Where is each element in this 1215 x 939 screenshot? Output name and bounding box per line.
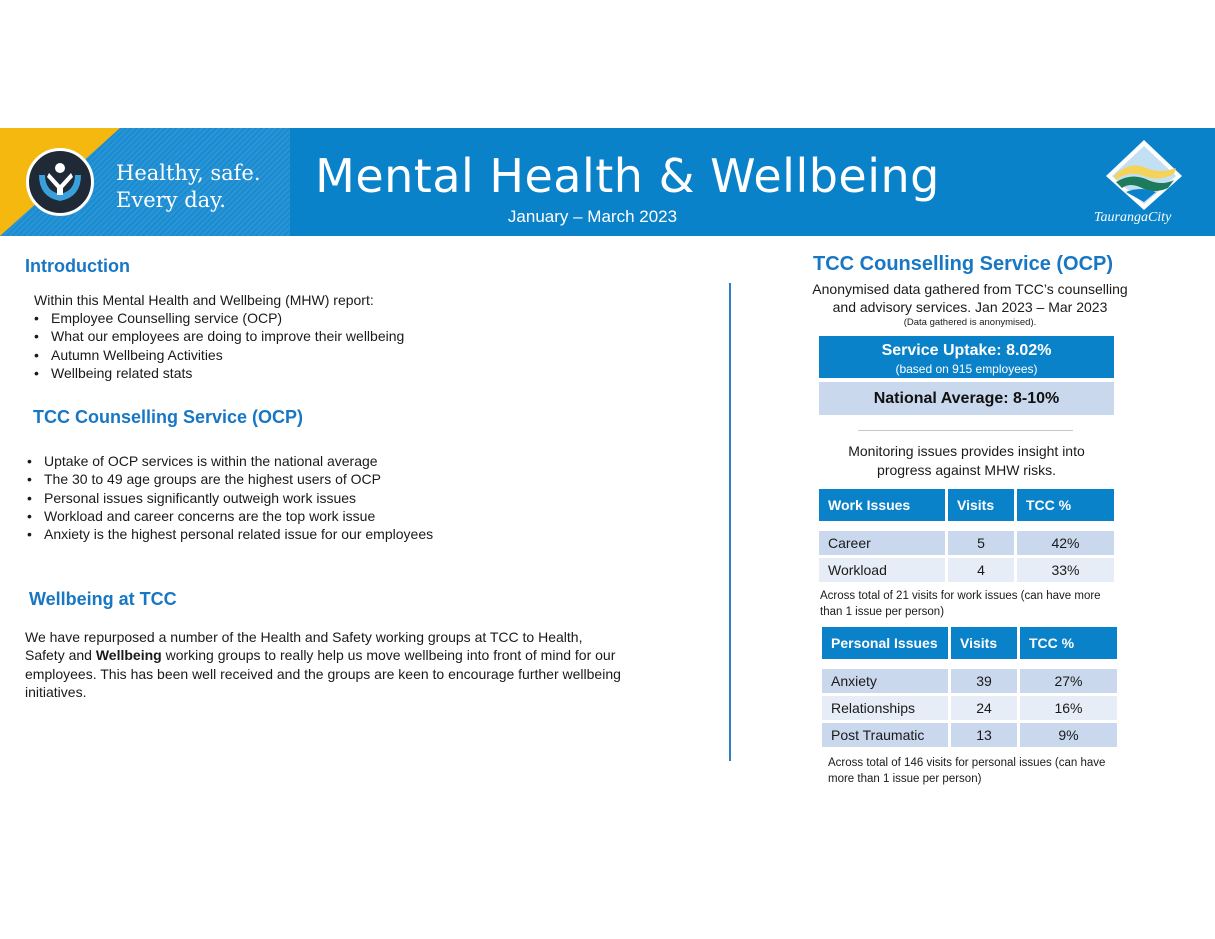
tagline: [116, 160, 261, 214]
table-cell: 24: [951, 696, 1017, 720]
list-item: • Autumn Wellbeing Activities: [34, 346, 404, 364]
personal-note: Across total of 146 visits for personal issues (can have more than 1 issue per person): [828, 757, 1106, 785]
ocp-description: [790, 280, 1150, 329]
list-item: • Workload and career concerns are the top work issue: [27, 507, 433, 525]
table-cell: 39: [951, 669, 1017, 693]
list-item: • Employee Counselling service (OCP): [34, 309, 404, 327]
desc-note: (Data gathered is anonymised).: [903, 317, 1037, 328]
desc-line-2: and advisory services. Jan 2023 – Mar 2023: [832, 299, 1108, 315]
separator: [858, 430, 1073, 431]
intro-heading: Introduction: [25, 256, 130, 276]
wellbeing-bold: Wellbeing: [95, 647, 162, 664]
table-cell: 5: [948, 531, 1014, 555]
ocp-heading-right: TCC Counselling Service (OCP): [813, 253, 1114, 275]
uptake-sub: (based on 915 employees): [895, 362, 1038, 376]
list-item: • Personal issues significantly outweigh work issues: [27, 489, 433, 507]
list-item: • Anxiety is the highest personal related issue for our employees: [27, 525, 433, 543]
table-row: [822, 696, 1117, 720]
national-average-box: National Average: 8-10%: [819, 382, 1114, 415]
work-issues-table: [816, 486, 1117, 585]
page-subtitle: January – March 2023: [507, 207, 678, 226]
header-banner: [0, 128, 1215, 236]
ocp-list: [27, 452, 433, 543]
intro-list: [34, 309, 404, 382]
table-row: [819, 558, 1114, 582]
wellbeing-text-1: We have repurposed a number of the Health and Safety working groups at TCC to Health, Safety and: [25, 629, 583, 664]
monitor-line-2: progress against MHW risks.: [877, 461, 1056, 478]
table-cell: Career: [819, 531, 945, 555]
table-row: [819, 531, 1114, 555]
table-header-row: [819, 489, 1114, 521]
intro-lead: Within this Mental Health and Wellbeing (MHW) report:: [34, 292, 374, 308]
table-cell: Post Traumatic: [822, 723, 948, 747]
table-cell: 16%: [1020, 696, 1117, 720]
tauranga-city-logo-icon: [1096, 138, 1192, 215]
table-cell: Relationships: [822, 696, 948, 720]
list-item: • What our employees are doing to improve their wellbeing: [34, 327, 404, 345]
table-row: [822, 723, 1117, 747]
table-cell: 9%: [1020, 723, 1117, 747]
table-cell: 13: [951, 723, 1017, 747]
list-item: • The 30 to 49 age groups are the highest users of OCP: [27, 470, 433, 488]
col-header: Personal Issues: [822, 627, 948, 659]
healthy-safe-logo-icon: [26, 148, 94, 216]
desc-line-1: Anonymised data gathered from TCC’s counselling: [812, 281, 1128, 297]
monitor-line-1: Monitoring issues provides insight into: [848, 443, 1085, 459]
column-divider: [729, 283, 731, 761]
tagline-line-2: Every day.: [116, 188, 226, 212]
col-header: Work Issues: [819, 489, 945, 521]
tagline-line-1: Healthy, safe.: [116, 161, 261, 185]
wellbeing-text-2: working groups to really help us move wellbeing into front of mind for our employees. This has been well received and the groups are keen to encourage further wellbeing initiatives.: [25, 647, 621, 700]
col-header: TCC %: [1020, 627, 1117, 659]
table-cell: 42%: [1017, 531, 1114, 555]
wellbeing-heading: Wellbeing at TCC: [29, 589, 177, 609]
table-cell: Anxiety: [822, 669, 948, 693]
ocp-heading-left: TCC Counselling Service (OCP): [33, 407, 304, 427]
city-name: TaurangaCity: [1094, 210, 1172, 225]
table-cell: 4: [948, 558, 1014, 582]
table-cell: Workload: [819, 558, 945, 582]
table-cell: 33%: [1017, 558, 1114, 582]
col-header: Visits: [948, 489, 1014, 521]
table-row: [822, 669, 1117, 693]
list-item: • Wellbeing related stats: [34, 364, 404, 382]
service-uptake-box: [819, 336, 1114, 378]
uptake-label: Service Uptake: 8.02%: [881, 342, 1052, 359]
page-title: Mental Health & Wellbeing: [315, 149, 940, 203]
col-header: TCC %: [1017, 489, 1114, 521]
personal-issues-table: [819, 624, 1120, 750]
monitoring-text: [800, 442, 1133, 479]
table-cell: 27%: [1020, 669, 1117, 693]
col-header: Visits: [951, 627, 1017, 659]
table-header-row: [822, 627, 1117, 659]
list-item: • Uptake of OCP services is within the national average: [27, 452, 433, 470]
wellbeing-paragraph: [25, 628, 625, 701]
work-note: Across total of 21 visits for work issues (can have more than 1 issue per person): [820, 590, 1101, 618]
